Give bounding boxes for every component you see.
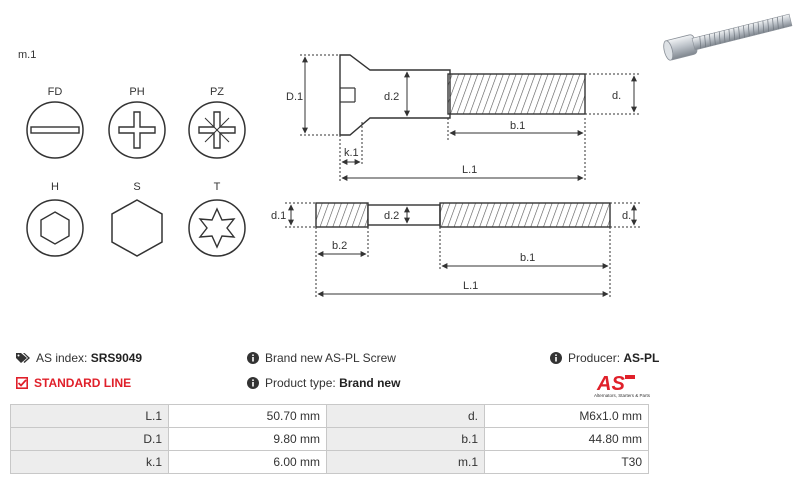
dim-label-d2-screw: d.2 xyxy=(384,91,400,103)
spec-value: 6.00 mm xyxy=(169,451,327,474)
as-index-row xyxy=(16,351,142,365)
table-row xyxy=(11,428,649,451)
info-icon xyxy=(247,377,259,389)
dim-label-d2-stud: d.2 xyxy=(384,210,400,222)
info-icon xyxy=(247,352,259,364)
as-index-label: AS index: xyxy=(36,351,88,365)
specs-table xyxy=(10,404,649,474)
spec-value: M6x1.0 mm xyxy=(485,405,649,428)
table-row xyxy=(11,451,649,474)
spec-value: 9.80 mm xyxy=(169,428,327,451)
spec-value: T30 xyxy=(485,451,649,474)
dim-label-d1-stud: d.1 xyxy=(271,210,287,222)
phillips-drive-icon xyxy=(109,86,165,158)
logo-letters: AS xyxy=(597,373,625,395)
dim-label-k1: k.1 xyxy=(344,147,359,159)
brand-text: Brand new AS-PL Screw xyxy=(265,351,396,365)
hex-head-drive-icon xyxy=(112,181,162,256)
producer-label: Producer: xyxy=(568,351,621,365)
hex-socket-drive-icon xyxy=(27,181,83,256)
drive-label-h: H xyxy=(51,181,59,193)
info-icon xyxy=(550,352,562,364)
tags-icon xyxy=(16,352,30,364)
as-pl-logo xyxy=(592,370,652,400)
spec-key: b.1 xyxy=(327,428,485,451)
table-row xyxy=(11,405,649,428)
logo-tagline: Alternators, Starters & Parts xyxy=(593,393,651,398)
product-type-row xyxy=(247,376,400,390)
pozidriv-drive-icon xyxy=(189,86,245,158)
drive-label-fd: FD xyxy=(47,86,63,98)
drive-label-pz: PZ xyxy=(209,86,225,98)
dim-label-b1-screw: b.1 xyxy=(510,120,526,132)
spec-key: k.1 xyxy=(11,451,169,474)
dim-label-d-screw: d. xyxy=(612,90,622,102)
product-type-value: Brand new xyxy=(339,376,401,390)
drive-mark-label: m.1 xyxy=(18,49,37,61)
producer-row xyxy=(550,351,659,365)
spec-value: 50.70 mm xyxy=(169,405,327,428)
drive-label-ph: PH xyxy=(129,86,145,98)
drive-label-s: S xyxy=(133,181,141,193)
product-photo xyxy=(662,10,793,61)
standard-line-row xyxy=(16,376,131,390)
spec-key: m.1 xyxy=(327,451,485,474)
brand-row xyxy=(247,351,396,365)
drive-label-t: T xyxy=(213,181,221,193)
checkbox-checked-icon xyxy=(16,377,28,389)
dim-label-b2: b.2 xyxy=(332,240,348,252)
torx-drive-icon xyxy=(189,181,245,256)
product-type-label: Product type: xyxy=(265,376,336,390)
spec-key: L.1 xyxy=(11,405,169,428)
standard-line-label: STANDARD LINE xyxy=(34,376,132,390)
spec-value: 44.80 mm xyxy=(485,428,649,451)
countersunk-screw-drawing xyxy=(286,55,640,182)
dim-label-D1: D.1 xyxy=(286,91,304,103)
dim-label-L1-stud: L.1 xyxy=(463,280,479,292)
dim-label-L1-screw: L.1 xyxy=(462,164,478,176)
producer-value: AS-PL xyxy=(623,351,660,365)
spec-key: D.1 xyxy=(11,428,169,451)
stud-bolt-drawing xyxy=(271,203,640,298)
slotted-drive-icon xyxy=(27,86,83,158)
dim-label-d-stud: d. xyxy=(622,210,632,222)
dim-label-b1-stud: b.1 xyxy=(520,252,536,264)
as-index-value: SRS9049 xyxy=(90,351,143,365)
spec-key: d. xyxy=(327,405,485,428)
